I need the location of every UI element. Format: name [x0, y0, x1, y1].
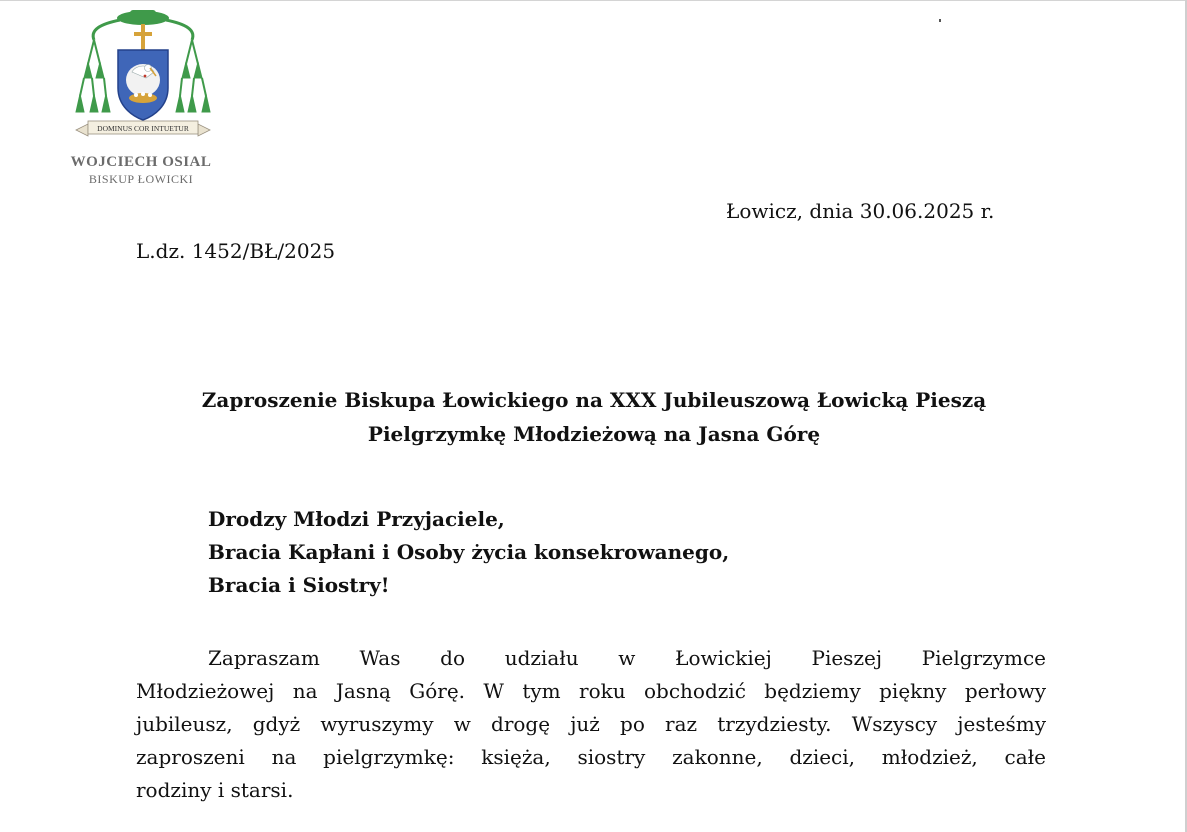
paragraph-line: zaproszeni na pielgrzymkę: księża, siostry zakonne, dzieci, młodzież, całe	[136, 745, 1046, 769]
paragraph-line: Młodzieżowej na Jasną Górę. W tym roku obchodzić będziemy piękny perłowy	[136, 679, 1046, 703]
salutation-line-2: Bracia Kapłani i Osoby życia konsekrowanego,	[208, 540, 730, 564]
cross-icon	[134, 24, 152, 50]
place-and-date: Łowicz, dnia 30.06.2025 r.	[726, 199, 995, 223]
episcopal-coat-of-arms	[70, 6, 216, 146]
body-paragraph	[136, 642, 1046, 807]
pelican-icon	[126, 64, 160, 103]
page-top-edge	[0, 0, 1187, 1]
coat-of-arms-image	[70, 6, 216, 146]
salutation-line-1: Drodzy Młodzi Przyjaciele,	[208, 507, 505, 531]
document-title	[136, 383, 1052, 451]
left-cord	[93, 20, 120, 40]
reference-number: L.dz. 1452/BŁ/2025	[136, 239, 336, 263]
paragraph-line: jubileusz, gdyż wyruszymy w drogę już po raz trzydziesty. Wszyscy jesteśmy	[136, 712, 1046, 736]
bishop-name: WOJCIECH OSIAL	[70, 154, 212, 170]
motto-text: DOMINUS COR INTUETUR	[97, 124, 189, 133]
left-tassels-icon	[76, 40, 110, 112]
salutation-line-3: Bracia i Siostry!	[208, 573, 390, 597]
bishop-title: BISKUP ŁOWICKI	[88, 172, 194, 186]
scan-speck	[939, 19, 941, 22]
right-cord	[166, 20, 193, 40]
title-line-2: Pielgrzymkę Młodzieżową na Jasna Górę	[367, 422, 821, 446]
right-tassels-icon	[176, 40, 210, 112]
title-line-1: Zaproszenie Biskupa Łowickiego na XXX Jubileuszową Łowicką Pieszą	[201, 388, 987, 412]
salutation	[208, 503, 729, 602]
paragraph-line: Zapraszam Was do udziału w Łowickiej Pieszej Pielgrzymce	[208, 646, 1046, 670]
motto-scroll	[76, 121, 210, 136]
paragraph-line: rodziny i starsi.	[136, 778, 294, 802]
